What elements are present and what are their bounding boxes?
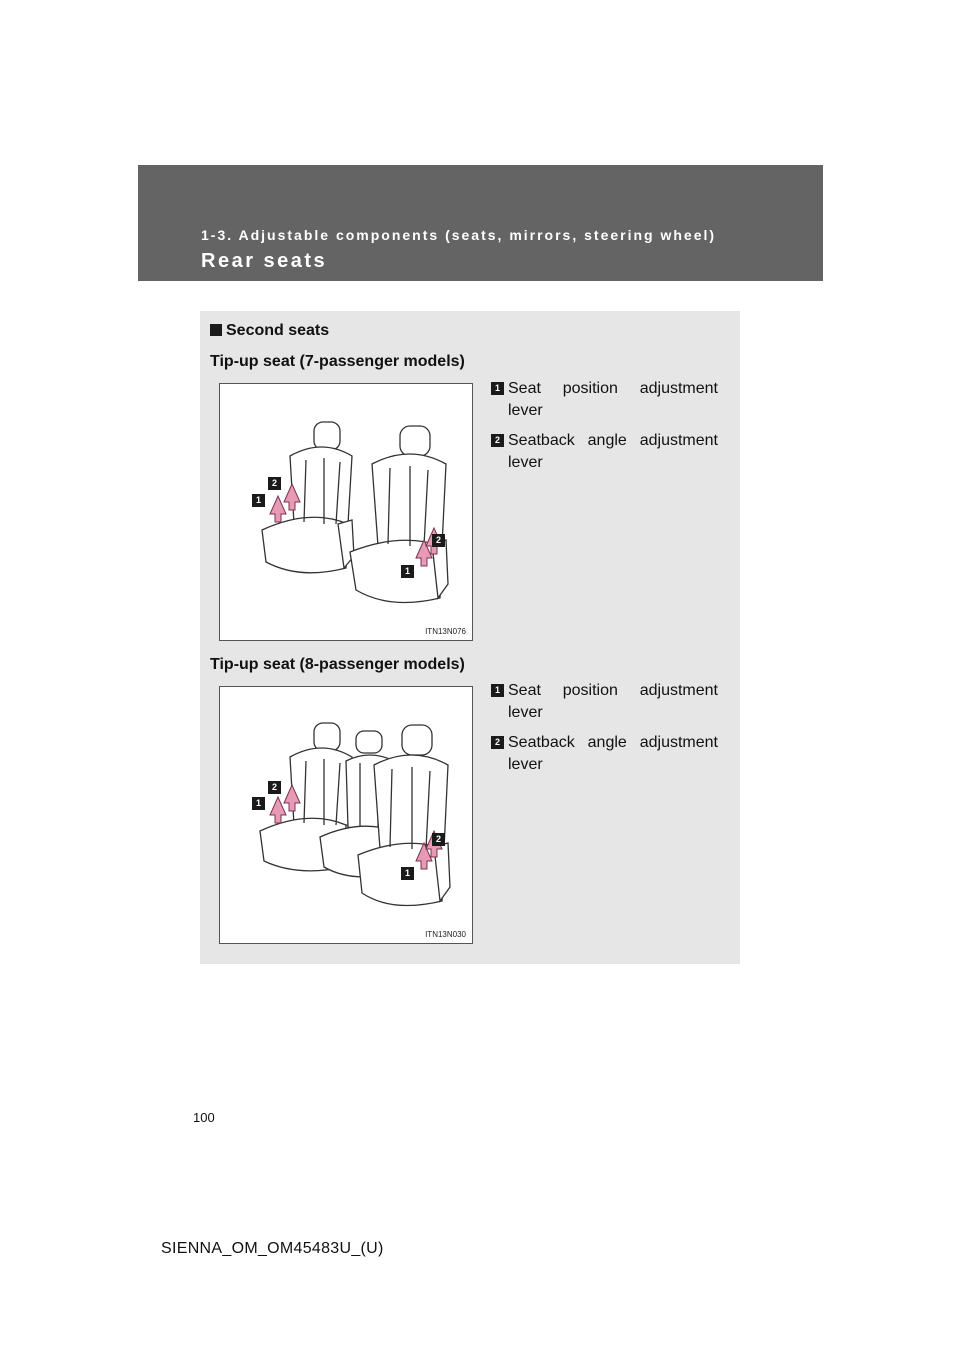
page-number: 100 <box>193 1110 215 1125</box>
block-heading-8-passenger: Tip-up seat (8-passenger models) <box>210 656 465 673</box>
square-bullet-icon <box>210 324 222 336</box>
callout-2: 2 <box>268 477 281 490</box>
seat-figure-8-passenger <box>219 686 473 944</box>
seat-illustration <box>220 687 472 943</box>
callout-1: 1 <box>252 494 265 507</box>
item-text: Seat position adjustment lever <box>508 682 718 721</box>
callout-2: 2 <box>432 833 445 846</box>
callout-1: 1 <box>401 867 414 880</box>
description-list-7-passenger <box>494 378 718 482</box>
section-label: 1-3. Adjustable components (seats, mirrors, steering wheel) <box>201 227 717 243</box>
block-heading-7-passenger: Tip-up seat (7-passenger models) <box>210 353 465 370</box>
callout-1: 1 <box>252 797 265 810</box>
list-item <box>494 732 718 776</box>
list-item <box>494 680 718 724</box>
item-text: Seat position adjustment lever <box>508 380 718 419</box>
section-heading <box>210 322 329 340</box>
description-list-8-passenger <box>494 680 718 784</box>
number-badge: 2 <box>491 434 504 447</box>
document-code: SIENNA_OM_OM45483U_(U) <box>161 1240 384 1257</box>
number-badge: 2 <box>491 736 504 749</box>
section-heading-text: Second seats <box>226 322 330 339</box>
figure-code: ITN13N076 <box>425 627 466 636</box>
seat-figure-7-passenger <box>219 383 473 641</box>
callout-2: 2 <box>268 781 281 794</box>
page-header <box>138 165 823 281</box>
content-panel <box>200 311 740 964</box>
callout-2: 2 <box>432 534 445 547</box>
list-item <box>494 378 718 422</box>
figure-code: ITN13N030 <box>425 930 466 939</box>
number-badge: 1 <box>491 684 504 697</box>
callout-1: 1 <box>401 565 414 578</box>
item-text: Seatback angle adjustment lever <box>508 432 718 471</box>
seat-illustration <box>220 384 472 640</box>
item-text: Seatback angle adjustment lever <box>508 734 718 773</box>
list-item <box>494 430 718 474</box>
page-title: Rear seats <box>201 250 328 272</box>
number-badge: 1 <box>491 382 504 395</box>
